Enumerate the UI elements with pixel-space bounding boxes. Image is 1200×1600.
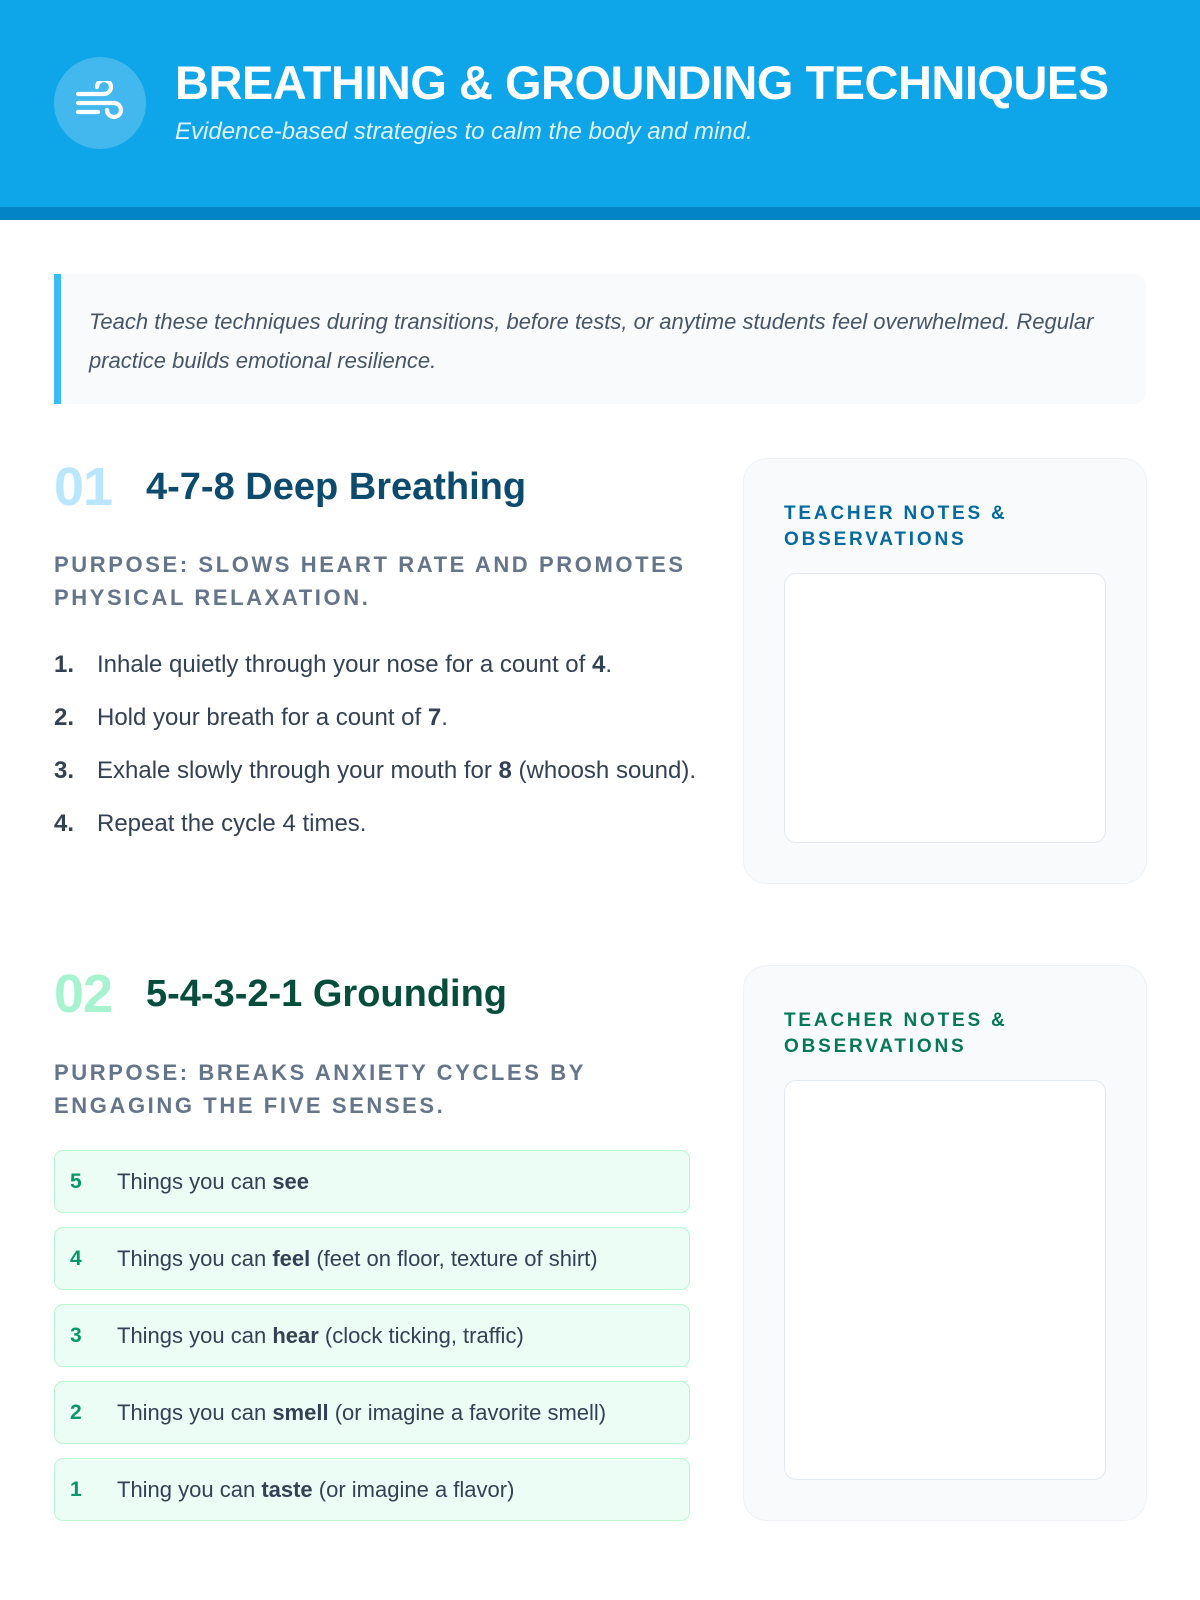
breathing-steps-list	[54, 645, 704, 857]
sense-count: 4	[70, 1246, 82, 1270]
teacher-notes-field[interactable]	[784, 1080, 1106, 1480]
sense-item: 3 Things you can hear (clock ticking, traffic)	[54, 1304, 690, 1367]
logo-badge	[54, 57, 146, 149]
sense-item: 4 Things you can feel (feet on floor, texture of shirt)	[54, 1227, 690, 1290]
sense-count: 3	[70, 1323, 82, 1347]
sense-item: 2 Things you can smell (or imagine a favorite smell)	[54, 1381, 690, 1444]
intro-text: Teach these techniques during transitions, before tests, or anytime students feel overwhelmed. Regular practice builds emotional resilience.	[89, 309, 1094, 373]
page-title: BREATHING & GROUNDING TECHNIQUES	[175, 56, 1109, 109]
sense-count: 2	[70, 1400, 82, 1424]
section-purpose: PURPOSE: SLOWS HEART RATE AND PROMOTES PHYSICAL RELAXATION.	[54, 552, 686, 610]
sense-count: 5	[70, 1169, 82, 1193]
section-purpose: PURPOSE: BREAKS ANXIETY CYCLES BY ENGAGING THE FIVE SENSES.	[54, 1060, 586, 1118]
list-item: 4. Repeat the cycle 4 times.	[54, 810, 367, 837]
list-item: 2. Hold your breath for a count of 7.	[54, 704, 448, 731]
teacher-notes-label: TEACHER NOTES & OBSERVATIONS	[784, 1010, 1008, 1057]
section-number: 02	[54, 964, 113, 1024]
teacher-notes-field[interactable]	[784, 573, 1106, 843]
page-subtitle: Evidence-based strategies to calm the body and mind.	[175, 118, 753, 145]
sense-item: 5 Things you can see	[54, 1150, 690, 1213]
header-divider	[0, 207, 1200, 220]
intro-callout	[54, 274, 1146, 404]
sense-item: 1 Thing you can taste (or imagine a flavor)	[54, 1458, 690, 1521]
section-number: 01	[54, 457, 113, 517]
teacher-notes-label: TEACHER NOTES & OBSERVATIONS	[784, 503, 1008, 550]
teacher-notes-panel	[743, 965, 1147, 1521]
section-title: 4-7-8 Deep Breathing	[146, 466, 527, 508]
teacher-notes-panel	[743, 458, 1147, 884]
sense-count: 1	[70, 1477, 82, 1501]
list-item: 1. Inhale quietly through your nose for a count of 4.	[54, 651, 613, 678]
section-title: 5-4-3-2-1 Grounding	[146, 973, 508, 1015]
wind-icon	[74, 81, 126, 125]
list-item: 3. Exhale slowly through your mouth for 8 (whoosh sound).	[54, 757, 696, 784]
page-header	[0, 0, 1200, 220]
